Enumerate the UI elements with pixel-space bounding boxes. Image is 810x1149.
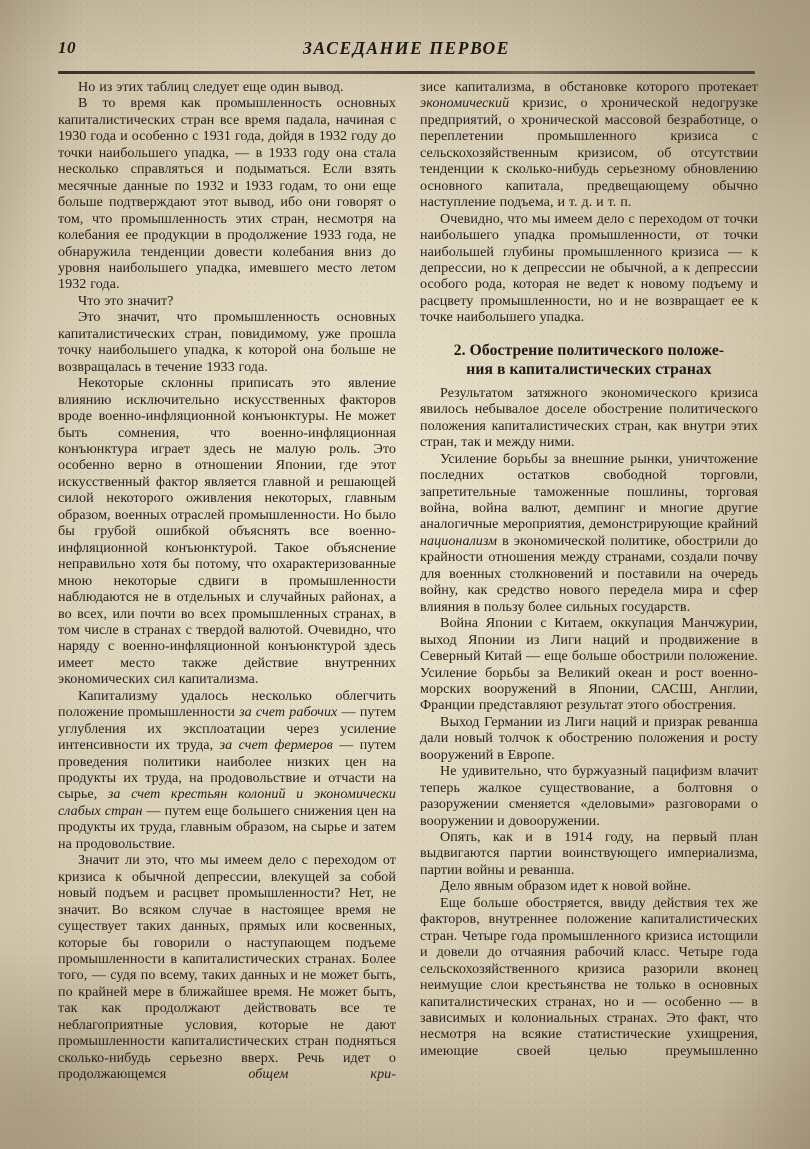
body-paragraph xyxy=(420,895,758,1060)
text-run: Значит ли это, что мы имеем дело с переходом от кризиса к обычной депрессии, влекущей за собой новый подъем и расцвет промышленности? Нет, не значит. Во всяком случае в настоящее время не существует таких данных, прямых или косвенных, которые бы говорили о наступающем подъеме промышленности в капиталистических странах. Более того, — судя по всему, таких данных и не может быть, по крайней мере в ближайшее время. Не может быть, так как продолжают действовать все те неблагоприятные условия, которые не дают промышленности капиталистических стран подняться сколько-нибудь серьезно вверх. Речь идет о продолжающемся xyxy=(58,852,396,1083)
text-run: Что это значит? xyxy=(78,292,174,309)
body-paragraph xyxy=(58,79,396,95)
body-paragraph xyxy=(420,385,758,451)
text-run: Дело явным образом идет к новой войне. xyxy=(440,878,691,895)
body-paragraph xyxy=(58,688,396,853)
text-run: зисе капитализма, в обстановке которого протекает xyxy=(420,79,758,95)
text-run: — путем еще большего снижения цен на продукты их труда, главным образом, на сырье и затем на продовольствие. xyxy=(58,802,396,852)
text-run: Еще больше обостряется, ввиду действия тех же факторов, внутреннее положение капиталистических стран. Четыре года промышленного кризиса истощили и довели до отчаяния рабочий класс. Четыре года сельскохозяйственного кризиса разорили вконец неимущие слои крестьянства не только в основных капиталистических странах, но и — особенно — в зависимых и колониальных странах. Это факт, что несмотря на всякие статистические ухищрения, имеющие своей целью преумышленно xyxy=(420,894,758,1059)
text-run: Не удивительно, что буржуазный пацифизм влачит теперь жалкое существование, а болтовня о разоружении сменяется «деловыми» разговорами о вооружении и довооружении. xyxy=(420,763,758,829)
emphasis-run: за счет рабочих xyxy=(239,704,338,721)
body-columns xyxy=(58,79,758,1083)
text-run: Это значит, что промышленность основных капиталистических стран, повидимому, уже прошла точку наибольшего упадка, к которой она больше не возвращалась в течение 1933 года. xyxy=(58,309,396,375)
text-run: Результатом затяжного экономического кризиса явилось небывалое доселе обострение политического положения капиталистических стран, как внутри этих стран, так и между ними. xyxy=(420,384,758,451)
body-paragraph xyxy=(420,829,758,878)
text-run: Выход Германии из Лиги наций и призрак реванша дали новый толчок к обострению положения и росту вооружений в Европе. xyxy=(420,713,758,763)
running-head-title: ЗАСЕДАНИЕ ПЕРВОЕ xyxy=(302,38,511,58)
body-paragraph xyxy=(420,714,758,763)
text-run: Но из этих таблиц следует еще один вывод. xyxy=(78,79,344,95)
section-heading-line: 2. Обострение политического положе- xyxy=(453,341,725,359)
body-paragraph xyxy=(420,79,758,211)
emphasis-run: национализм xyxy=(420,532,498,549)
body-paragraph xyxy=(58,293,396,309)
body-paragraph xyxy=(420,451,758,616)
body-paragraph xyxy=(58,309,396,375)
body-paragraph xyxy=(420,878,758,894)
text-run: — путем углубления их эксплоатации через усиление интенсивности их труда, xyxy=(58,704,396,754)
body-paragraph xyxy=(420,763,758,829)
emphasis-run: за счет фермеров xyxy=(219,737,333,754)
emphasis-run: экономический xyxy=(420,95,510,112)
header-rule xyxy=(58,71,755,74)
body-paragraph xyxy=(58,375,396,688)
running-header xyxy=(58,38,755,72)
text-run: кризис, о хронической недогрузке предприятий, о хронической массовой безработице, о переплетении промышленного кризиса с сельскохозяйственным кризисом, об отсутствии тенденции к сколько-нибудь серьезному обновлению основного капитала, предвещающему обычно наступление подъема, и т. д. и т. п. xyxy=(420,95,758,211)
body-paragraph xyxy=(58,95,396,292)
emphasis-run: общем кри- xyxy=(248,1066,397,1083)
section-heading-line: ния в капиталистических странах xyxy=(466,360,712,378)
text-run: Война Японии с Китаем, оккупация Манчжурии, выход Японии из Лиги наций и продвижение в Северный Китай — еще больше обострили положение. Усиление борьбы за Великий океан и рост военно-морских вооружений в Японии, САСШ, Англии, Франции представляют результат этого обострения. xyxy=(420,615,758,714)
column-left xyxy=(58,79,396,1083)
page-number: 10 xyxy=(58,38,76,57)
text-run: — путем проведения политики наиболее низких цен на продукты их труда, на продовольствие и отчасти на сырье, xyxy=(58,737,396,803)
text-run: Некоторые склонны приписать это явление влиянию исключительно искусственных факторов вроде военно-инфляционной конъюнктуры. Не может быть сомнения, что военно-инфляционная конъюнктура играет здесь не малую роль. Это особенно верно в отношении Японии, где этот искусственный фактор является главной и решающей силой некоторого оживления некоторых, главным образом, военных отраслей промышленности. Но было бы грубой ошибкой объяснять все военно-инфляционной конъюнктурой. Такое объяснение неправильно хотя бы потому, что охарактеризованные мною некоторые сдвиги в промышленности наблюдаются не в отдельных и случайных районах, а во всех, или почти во всех промышленных странах, в том числе в странах с твердой валютой. Очевидно, что наряду с военно-инфляционной конъюнктурой здесь имеет место также действие внутренних экономических сил капитализма. xyxy=(58,375,396,688)
body-paragraph xyxy=(58,852,396,1082)
column-right xyxy=(420,79,758,1083)
section-heading xyxy=(420,341,758,379)
text-run: Усиление борьбы за внешние рынки, уничтожение последних остатков свободной торговли, запретительные таможенные пошлины, торговая война, война валют, демпинг и многие другие аналогичные мероприятия, демонстрирующие крайний xyxy=(420,450,758,533)
text-run: в экономической политике, обострили до крайности отношения между странами, создали почву для военных столкновений и поставили на очередь войну, как средство нового передела мира и сфер влияния в пользу более сильных государств. xyxy=(420,532,758,615)
text-run: Капитализму удалось несколько облегчить положение промышленности xyxy=(58,687,396,721)
body-paragraph xyxy=(420,211,758,326)
emphasis-run: за счет крестьян колоний и экономически слабых стран xyxy=(58,786,396,819)
body-paragraph xyxy=(420,615,758,714)
text-run: Очевидно, что мы имеем дело с переходом от точки наибольшего упадка промышленности, от точки наибольшей глубины промышленного кризиса — к депрессии, но к депрессии не обычной, а к депрессии особого рода, которая не ведет к новому подъему и расцвету промышленности, но и не возвращает ее к точке наибольшего упадка. xyxy=(420,210,758,326)
text-run: Опять, как и в 1914 году, на первый план выдвигаются партии воинствующего империализма, партии войны и реванша. xyxy=(420,829,758,878)
text-run: В то время как промышленность основных капиталистических стран все время падала, начиная с 1930 года и особенно с 1931 года, дойдя в 1932 году до точки наибольшего упадка, — в 1933 году она стала несколько справляться и подыматься. Если взять месячные данные по 1932 и 1933 годам, то они еще больше подтверждают этот вывод, ибо они говорят о том, что промышленность этих стран, несмотря на колебания ее продукции в продолжение 1933 года, не обнаружила тенденции довести колебания вниз до уровня наибольшего упадка, имевшего место летом 1932 года. xyxy=(58,95,396,293)
